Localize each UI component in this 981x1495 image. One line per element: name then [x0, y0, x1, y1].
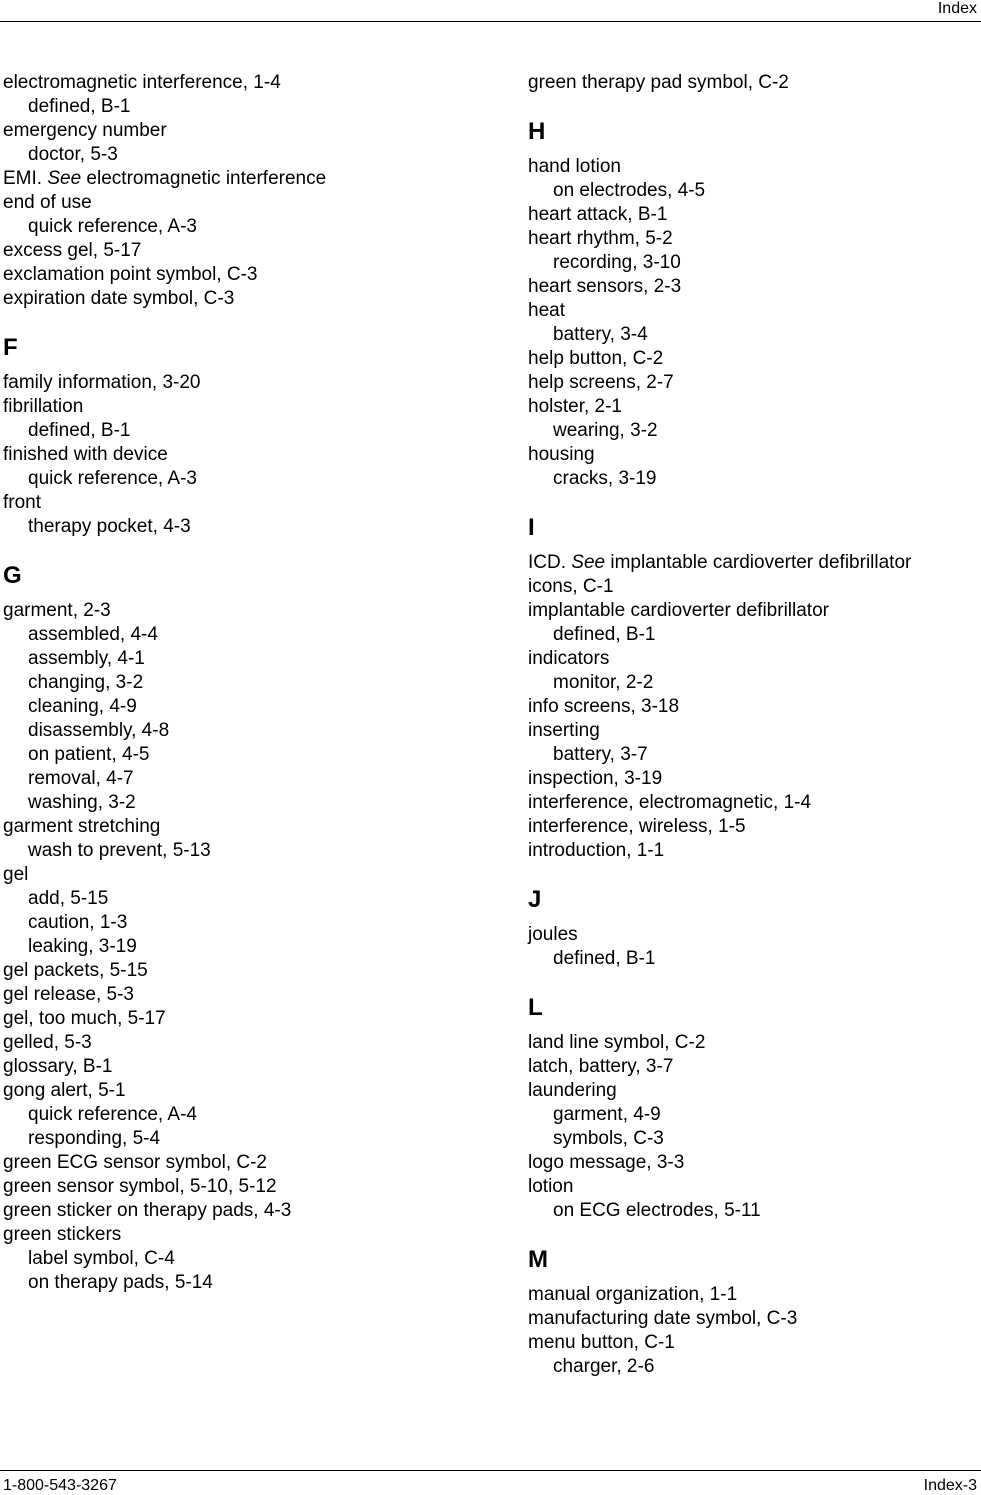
index-entry: interference, electromagnetic, 1-4: [528, 792, 812, 813]
index-subentry: therapy pocket, 4-3: [28, 516, 191, 537]
see-entry-post: implantable cardioverter defibrillator: [605, 552, 912, 573]
index-entry: end of use: [3, 192, 92, 213]
index-see-entry: [3, 167, 473, 191]
index-entry: gelled, 5-3: [3, 1032, 92, 1053]
index-entry: manual organization, 1-1: [528, 1284, 738, 1305]
index-entry: expiration date symbol, C-3: [3, 288, 235, 309]
index-entry: gel, too much, 5-17: [3, 1008, 166, 1029]
index-entry: housing: [528, 444, 595, 465]
index-entry: interference, wireless, 1-5: [528, 816, 746, 837]
index-subentry: on ECG electrodes, 5-11: [553, 1200, 761, 1221]
index-subentry: quick reference, A-3: [28, 468, 197, 489]
index-subentry: defined, B-1: [28, 96, 131, 117]
index-entry: garment, 2-3: [3, 600, 111, 621]
index-entry: front: [3, 492, 42, 513]
index-letter-heading: J: [528, 886, 542, 913]
index-entry: menu button, C-1: [528, 1332, 675, 1353]
index-subentry: removal, 4-7: [28, 768, 134, 789]
index-see-entry: [528, 551, 978, 575]
index-entry: family information, 3-20: [3, 372, 201, 393]
index-entry: indicators: [528, 648, 610, 669]
index-entry: green sensor symbol, 5-10, 5-12: [3, 1176, 277, 1197]
index-subentry: changing, 3-2: [28, 672, 144, 693]
index-subentry: defined, B-1: [553, 948, 656, 969]
index-entry: heart attack, B-1: [528, 204, 668, 225]
footer-rule: [0, 1470, 981, 1471]
page-header-title: Index: [937, 0, 977, 17]
index-entry: implantable cardioverter defibrillator: [528, 600, 829, 621]
index-column-right: [528, 71, 978, 1379]
index-letter-heading: F: [3, 334, 18, 361]
index-entry: inserting: [528, 720, 600, 741]
index-subentry: recording, 3-10: [553, 252, 681, 273]
index-subentry: cleaning, 4-9: [28, 696, 137, 717]
index-subentry: battery, 3-7: [553, 744, 648, 765]
index-letter-heading: H: [528, 118, 546, 145]
index-entry: inspection, 3-19: [528, 768, 663, 789]
index-subentry: cracks, 3-19: [553, 468, 657, 489]
index-subentry: add, 5-15: [28, 888, 109, 909]
index-subentry: caution, 1-3: [28, 912, 128, 933]
index-entry: joules: [528, 924, 578, 945]
index-subentry: defined, B-1: [553, 624, 656, 645]
index-entry: green therapy pad symbol, C-2: [528, 72, 789, 93]
index-letter-heading: G: [3, 562, 22, 589]
index-subentry: disassembly, 4-8: [28, 720, 170, 741]
index-subentry: on patient, 4-5: [28, 744, 150, 765]
index-subentry: on therapy pads, 5-14: [28, 1272, 213, 1293]
index-column-left: [3, 71, 473, 1295]
index-entry: introduction, 1-1: [528, 840, 665, 861]
index-letter-heading: I: [528, 514, 535, 541]
see-entry-see: See: [571, 552, 606, 573]
index-entry: gel packets, 5-15: [3, 960, 148, 981]
index-subentry: symbols, C-3: [553, 1128, 664, 1149]
index-entry: heart sensors, 2-3: [528, 276, 682, 297]
index-entry: garment stretching: [3, 816, 161, 837]
index-subentry: quick reference, A-4: [28, 1104, 197, 1125]
see-entry-post: electromagnetic interference: [81, 168, 327, 189]
index-entry: help screens, 2-7: [528, 372, 674, 393]
index-entry: green sticker on therapy pads, 4-3: [3, 1200, 292, 1221]
index-subentry: responding, 5-4: [28, 1128, 161, 1149]
index-entry: heat: [528, 300, 565, 321]
index-entry: hand lotion: [528, 156, 621, 177]
index-entry: emergency number: [3, 120, 167, 141]
index-entry: green ECG sensor symbol, C-2: [3, 1152, 267, 1173]
index-entry: manufacturing date symbol, C-3: [528, 1308, 798, 1329]
index-entry: green stickers: [3, 1224, 122, 1245]
footer-phone: 1-800-543-3267: [3, 1477, 117, 1494]
index-entry: gong alert, 5-1: [3, 1080, 126, 1101]
index-subentry: assembled, 4-4: [28, 624, 158, 645]
index-subentry: wearing, 3-2: [553, 420, 658, 441]
index-entry: exclamation point symbol, C-3: [3, 264, 258, 285]
index-entry: glossary, B-1: [3, 1056, 113, 1077]
index-subentry: label symbol, C-4: [28, 1248, 175, 1269]
index-subentry: wash to prevent, 5-13: [28, 840, 211, 861]
index-entry: icons, C-1: [528, 576, 614, 597]
index-subentry: quick reference, A-3: [28, 216, 197, 237]
index-entry: info screens, 3-18: [528, 696, 680, 717]
index-entry: laundering: [528, 1080, 617, 1101]
see-entry-pre: EMI.: [3, 168, 48, 189]
index-letter-heading: M: [528, 1246, 548, 1273]
index-entry: gel release, 5-3: [3, 984, 134, 1005]
index-entry: excess gel, 5-17: [3, 240, 142, 261]
index-entry: logo message, 3-3: [528, 1152, 685, 1173]
index-entry: heart rhythm, 5-2: [528, 228, 673, 249]
index-entry: fibrillation: [3, 396, 84, 417]
index-subentry: garment, 4-9: [553, 1104, 661, 1125]
index-subentry: battery, 3-4: [553, 324, 648, 345]
index-subentry: monitor, 2-2: [553, 672, 654, 693]
index-subentry: charger, 2-6: [553, 1356, 655, 1377]
index-subentry: on electrodes, 4-5: [553, 180, 706, 201]
see-entry-see: See: [47, 168, 82, 189]
index-entry: land line symbol, C-2: [528, 1032, 706, 1053]
index-entry: electromagnetic interference, 1-4: [3, 72, 281, 93]
see-entry-pre: ICD.: [528, 552, 572, 573]
footer-page-number: Index-3: [923, 1477, 977, 1494]
header-rule: [0, 21, 981, 22]
index-subentry: doctor, 5-3: [28, 144, 118, 165]
index-entry: help button, C-2: [528, 348, 664, 369]
index-subentry: assembly, 4-1: [28, 648, 145, 669]
index-entry: gel: [3, 864, 29, 885]
index-entry: latch, battery, 3-7: [528, 1056, 674, 1077]
index-entry: finished with device: [3, 444, 168, 465]
index-subentry: leaking, 3-19: [28, 936, 137, 957]
index-entry: holster, 2-1: [528, 396, 622, 417]
index-entry: lotion: [528, 1176, 574, 1197]
index-subentry: washing, 3-2: [28, 792, 136, 813]
index-letter-heading: L: [528, 994, 543, 1021]
index-subentry: defined, B-1: [28, 420, 131, 441]
